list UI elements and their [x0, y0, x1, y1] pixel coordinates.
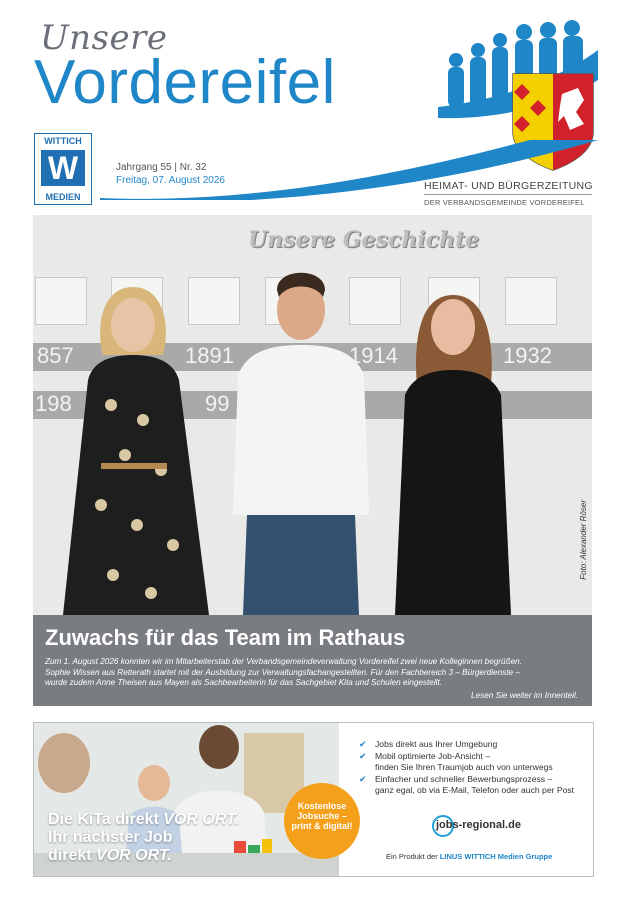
subtagline: DER VERBANDSGEMEINDE VORDEREIFEL	[424, 198, 585, 207]
person-left	[63, 287, 209, 615]
list-item: ✔ Einfacher und schneller Bewerbungsprozess – ganz egal, ob via E-Mail, Telefon oder auch per Post	[359, 774, 575, 795]
timeline-year: 1891	[185, 343, 234, 368]
ad-footer: Ein Produkt der LINUS WITTICH Medien Gruppe	[386, 852, 553, 861]
free-jobsearch-badge: Kostenlose Jobsuche – print & digital!	[284, 783, 360, 859]
three-people-figure	[33, 215, 592, 615]
wall-title: Unsere Geschichte	[248, 227, 480, 253]
tagline-divider	[424, 194, 592, 195]
checkmark-icon: ✔	[359, 751, 367, 761]
jobs-regional-link[interactable]: jobs-regional.de	[436, 819, 521, 831]
checkmark-icon: ✔	[359, 739, 367, 749]
masthead-title-small: Unsere	[40, 18, 168, 58]
ad-headline: Die KiTa direkt VOR ORT. Ihr nächster Job direkt VOR ORT.	[48, 811, 240, 864]
timeline-year: 1932	[503, 343, 552, 368]
cover-story	[33, 615, 592, 706]
ad-benefits-list	[359, 739, 589, 797]
person-middle	[233, 273, 369, 615]
issue-date: Freitag, 07. August 2026	[116, 175, 225, 186]
timeline-year: 198	[35, 391, 72, 416]
timeline-year: 99	[205, 391, 230, 416]
story-lead: Zum 1. August 2026 konnten wir im Mitarbeiterstab der Verbandsgemeindeverwaltung Vordereifel zwei neue Kolleginnen begrüßen. Sophie Wissen aus Retterath startet mit der Ausbildung zur Verwaltungsfachangestellten. Für den Fachbereich 3 – Bürgerdienste – wurde zudem Anne Theisen aus Mayen als Sachbearbeiterin für das Sachgebiet Kita und Schulen eingestellt.	[45, 657, 522, 687]
story-headline: Zuwachs für das Team im Rathaus	[45, 625, 406, 650]
person-right	[395, 295, 511, 615]
jobs-advertisement[interactable]	[33, 722, 594, 877]
timeline-year: 857	[37, 343, 74, 368]
photo-credit: Foto: Alexander Röser	[579, 500, 588, 580]
masthead-title: Vordereifel	[34, 48, 336, 117]
list-item: ✔ Mobil optimierte Job-Ansicht – finden Sie Ihren Traumjob auch von unterwegs	[359, 751, 553, 772]
list-item: ✔ Jobs direkt aus Ihrer Umgebung	[359, 739, 498, 749]
wittich-medien-logo: WITTICH W MEDIEN	[34, 133, 92, 205]
tagline: HEIMAT- UND BÜRGERZEITUNG	[424, 180, 593, 192]
issue-number: Jahrgang 55 | Nr. 32	[116, 162, 207, 173]
read-more-note: Lesen Sie weiter im Innenteil.	[471, 691, 578, 700]
timeline-year: 1914	[349, 343, 398, 368]
cover-photo	[33, 215, 592, 615]
checkmark-icon: ✔	[359, 774, 367, 784]
